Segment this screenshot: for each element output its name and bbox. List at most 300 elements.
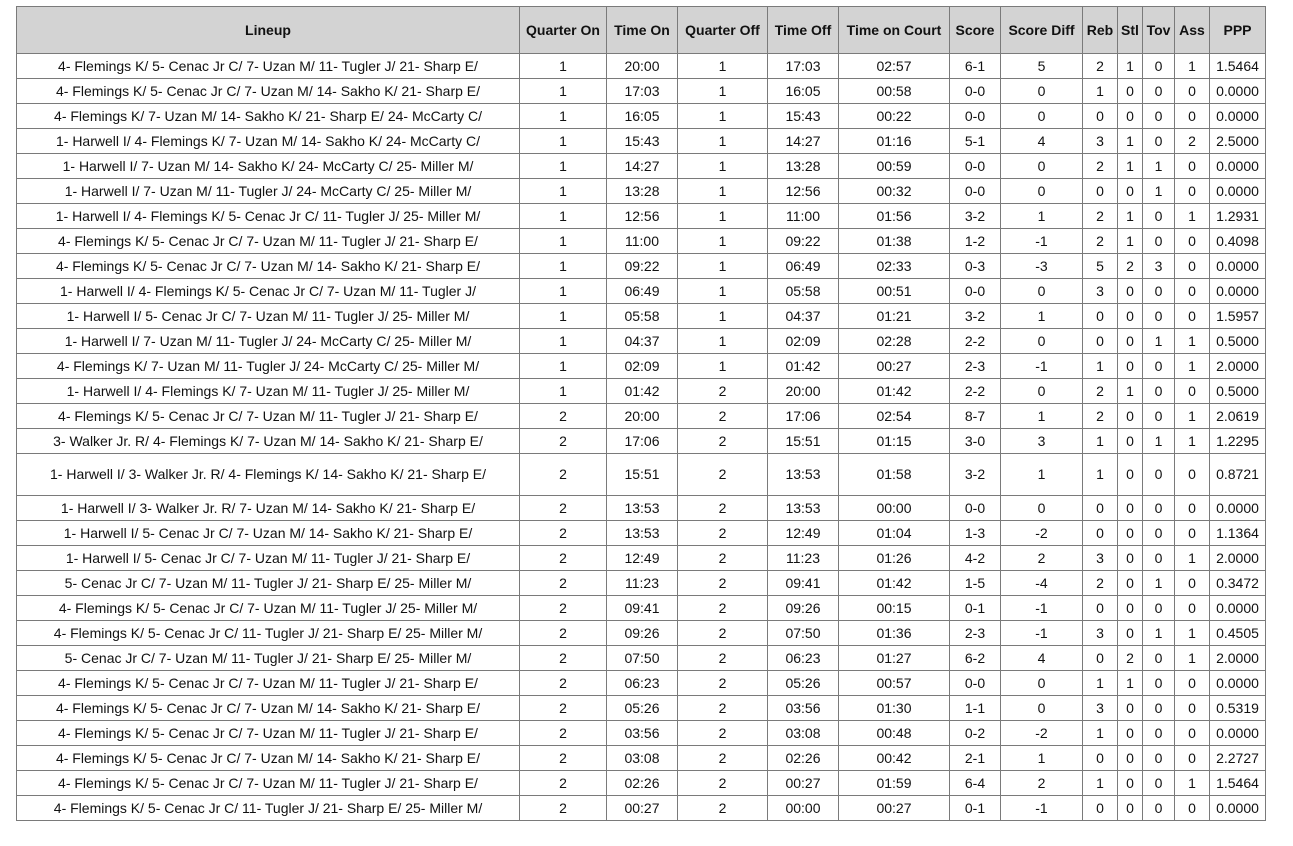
stl-cell: 1 [1118, 229, 1143, 254]
ass-cell: 0 [1175, 279, 1210, 304]
ass-cell: 1 [1175, 54, 1210, 79]
table-row [17, 571, 1266, 596]
lineup-stats-table [16, 6, 1266, 821]
quarter-off-cell: 1 [678, 329, 768, 354]
lineup-cell: 4- Flemings K/ 5- Cenac Jr C/ 7- Uzan M/ 11- Tugler J/ 21- Sharp E/ [17, 671, 520, 696]
lineup-cell: 1- Harwell I/ 4- Flemings K/ 7- Uzan M/ 14- Sakho K/ 24- McCarty C/ [17, 129, 520, 154]
quarter-on-cell: 1 [520, 154, 607, 179]
score-cell: 0-0 [950, 154, 1001, 179]
time-on-court-cell: 01:38 [839, 229, 950, 254]
time-on-cell: 06:23 [607, 671, 678, 696]
tov-cell: 0 [1143, 79, 1175, 104]
score-diff-cell: 4 [1001, 129, 1083, 154]
table-row [17, 496, 1266, 521]
reb-cell: 0 [1083, 746, 1118, 771]
table-row [17, 154, 1266, 179]
quarter-on-cell: 2 [520, 596, 607, 621]
lineup-cell: 1- Harwell I/ 4- Flemings K/ 5- Cenac Jr C/ 7- Uzan M/ 11- Tugler J/ [17, 279, 520, 304]
ass-cell: 0 [1175, 254, 1210, 279]
quarter-off-cell: 2 [678, 621, 768, 646]
stl-cell: 0 [1118, 496, 1143, 521]
time-on-court-cell: 01:16 [839, 129, 950, 154]
table-row [17, 79, 1266, 104]
quarter-on-cell: 1 [520, 279, 607, 304]
quarter-on-cell: 2 [520, 621, 607, 646]
time-on-court-cell: 00:32 [839, 179, 950, 204]
score-diff-cell: -1 [1001, 796, 1083, 821]
table-row [17, 204, 1266, 229]
lineup-cell: 1- Harwell I/ 5- Cenac Jr C/ 7- Uzan M/ 11- Tugler J/ 21- Sharp E/ [17, 546, 520, 571]
score-diff-cell: 1 [1001, 746, 1083, 771]
ppp-cell: 0.0000 [1210, 496, 1266, 521]
lineup-cell: 4- Flemings K/ 7- Uzan M/ 14- Sakho K/ 21- Sharp E/ 24- McCarty C/ [17, 104, 520, 129]
table-row [17, 54, 1266, 79]
ppp-cell: 0.0000 [1210, 596, 1266, 621]
time-on-cell: 09:26 [607, 621, 678, 646]
ass-cell: 1 [1175, 771, 1210, 796]
reb-cell: 1 [1083, 771, 1118, 796]
quarter-on-cell: 1 [520, 229, 607, 254]
score-cell: 0-3 [950, 254, 1001, 279]
tov-cell: 0 [1143, 379, 1175, 404]
time-on-cell: 02:09 [607, 354, 678, 379]
time-on-court-cell: 01:21 [839, 304, 950, 329]
ass-cell: 1 [1175, 204, 1210, 229]
reb-cell: 3 [1083, 279, 1118, 304]
ass-cell: 0 [1175, 571, 1210, 596]
stl-cell: 1 [1118, 671, 1143, 696]
header-quarter-off: Quarter Off [678, 7, 768, 54]
ass-cell: 0 [1175, 304, 1210, 329]
score-cell: 6-2 [950, 646, 1001, 671]
time-on-court-cell: 00:59 [839, 154, 950, 179]
reb-cell: 3 [1083, 696, 1118, 721]
quarter-off-cell: 2 [678, 379, 768, 404]
time-off-cell: 00:27 [768, 771, 839, 796]
lineup-cell: 1- Harwell I/ 7- Uzan M/ 11- Tugler J/ 24- McCarty C/ 25- Miller M/ [17, 179, 520, 204]
reb-cell: 0 [1083, 179, 1118, 204]
score-cell: 2-2 [950, 329, 1001, 354]
score-cell: 0-1 [950, 796, 1001, 821]
time-off-cell: 12:56 [768, 179, 839, 204]
time-on-court-cell: 00:58 [839, 79, 950, 104]
lineup-cell: 4- Flemings K/ 5- Cenac Jr C/ 7- Uzan M/ 11- Tugler J/ 21- Sharp E/ [17, 404, 520, 429]
lineup-cell: 1- Harwell I/ 3- Walker Jr. R/ 7- Uzan M/ 14- Sakho K/ 21- Sharp E/ [17, 496, 520, 521]
score-diff-cell: -1 [1001, 621, 1083, 646]
lineup-cell: 4- Flemings K/ 5- Cenac Jr C/ 7- Uzan M/ 11- Tugler J/ 21- Sharp E/ [17, 721, 520, 746]
quarter-on-cell: 2 [520, 546, 607, 571]
stl-cell: 0 [1118, 404, 1143, 429]
score-cell: 0-0 [950, 671, 1001, 696]
table-row [17, 379, 1266, 404]
ppp-cell: 0.0000 [1210, 104, 1266, 129]
ass-cell: 1 [1175, 404, 1210, 429]
reb-cell: 2 [1083, 204, 1118, 229]
tov-cell: 1 [1143, 621, 1175, 646]
time-on-cell: 14:27 [607, 154, 678, 179]
time-on-cell: 02:26 [607, 771, 678, 796]
reb-cell: 1 [1083, 671, 1118, 696]
quarter-off-cell: 1 [678, 79, 768, 104]
time-on-cell: 11:00 [607, 229, 678, 254]
lineup-cell: 4- Flemings K/ 5- Cenac Jr C/ 7- Uzan M/ 11- Tugler J/ 25- Miller M/ [17, 596, 520, 621]
lineup-cell: 4- Flemings K/ 5- Cenac Jr C/ 7- Uzan M/ 14- Sakho K/ 21- Sharp E/ [17, 696, 520, 721]
ppp-cell: 0.8721 [1210, 454, 1266, 496]
table-row [17, 746, 1266, 771]
lineup-cell: 1- Harwell I/ 4- Flemings K/ 7- Uzan M/ 11- Tugler J/ 25- Miller M/ [17, 379, 520, 404]
score-cell: 8-7 [950, 404, 1001, 429]
quarter-off-cell: 1 [678, 54, 768, 79]
table-row [17, 254, 1266, 279]
time-on-cell: 15:51 [607, 454, 678, 496]
ppp-cell: 0.0000 [1210, 79, 1266, 104]
lineup-cell: 4- Flemings K/ 5- Cenac Jr C/ 11- Tugler J/ 21- Sharp E/ 25- Miller M/ [17, 621, 520, 646]
reb-cell: 2 [1083, 404, 1118, 429]
time-off-cell: 12:49 [768, 521, 839, 546]
quarter-on-cell: 2 [520, 746, 607, 771]
table-row [17, 429, 1266, 454]
ppp-cell: 0.4098 [1210, 229, 1266, 254]
time-off-cell: 15:43 [768, 104, 839, 129]
score-diff-cell: 0 [1001, 671, 1083, 696]
header-stl: Stl [1118, 7, 1143, 54]
ppp-cell: 2.2727 [1210, 746, 1266, 771]
time-off-cell: 03:08 [768, 721, 839, 746]
quarter-off-cell: 2 [678, 546, 768, 571]
stl-cell: 1 [1118, 54, 1143, 79]
ppp-cell: 0.4505 [1210, 621, 1266, 646]
score-cell: 0-0 [950, 104, 1001, 129]
time-on-cell: 12:56 [607, 204, 678, 229]
score-cell: 0-1 [950, 596, 1001, 621]
score-cell: 2-3 [950, 621, 1001, 646]
stl-cell: 0 [1118, 429, 1143, 454]
score-cell: 0-0 [950, 179, 1001, 204]
lineup-cell: 4- Flemings K/ 5- Cenac Jr C/ 7- Uzan M/ 11- Tugler J/ 21- Sharp E/ [17, 54, 520, 79]
lineup-cell: 1- Harwell I/ 3- Walker Jr. R/ 4- Flemings K/ 14- Sakho K/ 21- Sharp E/ [17, 454, 520, 496]
quarter-on-cell: 1 [520, 329, 607, 354]
tov-cell: 0 [1143, 496, 1175, 521]
header-lineup: Lineup [17, 7, 520, 54]
ass-cell: 0 [1175, 179, 1210, 204]
score-cell: 1-2 [950, 229, 1001, 254]
stl-cell: 2 [1118, 646, 1143, 671]
ass-cell: 1 [1175, 546, 1210, 571]
lineup-cell: 4- Flemings K/ 5- Cenac Jr C/ 7- Uzan M/ 11- Tugler J/ 21- Sharp E/ [17, 771, 520, 796]
tov-cell: 0 [1143, 696, 1175, 721]
score-diff-cell: 0 [1001, 154, 1083, 179]
time-off-cell: 14:27 [768, 129, 839, 154]
time-on-court-cell: 02:33 [839, 254, 950, 279]
reb-cell: 2 [1083, 379, 1118, 404]
quarter-off-cell: 2 [678, 671, 768, 696]
stl-cell: 0 [1118, 571, 1143, 596]
score-cell: 4-2 [950, 546, 1001, 571]
quarter-on-cell: 1 [520, 129, 607, 154]
ass-cell: 0 [1175, 796, 1210, 821]
tov-cell: 1 [1143, 179, 1175, 204]
header-ppp: PPP [1210, 7, 1266, 54]
ass-cell: 0 [1175, 229, 1210, 254]
table-row [17, 521, 1266, 546]
score-cell: 0-0 [950, 79, 1001, 104]
ppp-cell: 0.0000 [1210, 154, 1266, 179]
quarter-on-cell: 2 [520, 696, 607, 721]
time-off-cell: 13:53 [768, 496, 839, 521]
tov-cell: 0 [1143, 104, 1175, 129]
time-on-cell: 09:41 [607, 596, 678, 621]
ppp-cell: 2.0000 [1210, 546, 1266, 571]
score-cell: 5-1 [950, 129, 1001, 154]
time-on-cell: 13:53 [607, 496, 678, 521]
ass-cell: 2 [1175, 129, 1210, 154]
time-on-court-cell: 01:36 [839, 621, 950, 646]
score-diff-cell: 0 [1001, 379, 1083, 404]
tov-cell: 0 [1143, 354, 1175, 379]
lineup-cell: 4- Flemings K/ 5- Cenac Jr C/ 7- Uzan M/ 14- Sakho K/ 21- Sharp E/ [17, 79, 520, 104]
quarter-on-cell: 2 [520, 521, 607, 546]
tov-cell: 0 [1143, 54, 1175, 79]
time-off-cell: 05:58 [768, 279, 839, 304]
lineup-cell: 4- Flemings K/ 5- Cenac Jr C/ 11- Tugler J/ 21- Sharp E/ 25- Miller M/ [17, 796, 520, 821]
stl-cell: 0 [1118, 279, 1143, 304]
score-cell: 2-2 [950, 379, 1001, 404]
tov-cell: 0 [1143, 746, 1175, 771]
reb-cell: 0 [1083, 796, 1118, 821]
quarter-on-cell: 1 [520, 104, 607, 129]
lineup-cell: 4- Flemings K/ 5- Cenac Jr C/ 7- Uzan M/ 14- Sakho K/ 21- Sharp E/ [17, 746, 520, 771]
time-on-cell: 20:00 [607, 404, 678, 429]
score-diff-cell: 0 [1001, 104, 1083, 129]
score-cell: 6-1 [950, 54, 1001, 79]
time-on-court-cell: 01:58 [839, 454, 950, 496]
table-row [17, 354, 1266, 379]
table-row [17, 646, 1266, 671]
table-row [17, 671, 1266, 696]
stl-cell: 2 [1118, 254, 1143, 279]
reb-cell: 5 [1083, 254, 1118, 279]
reb-cell: 1 [1083, 454, 1118, 496]
score-diff-cell: 0 [1001, 329, 1083, 354]
stl-cell: 0 [1118, 329, 1143, 354]
stl-cell: 0 [1118, 696, 1143, 721]
tov-cell: 1 [1143, 329, 1175, 354]
time-on-court-cell: 00:00 [839, 496, 950, 521]
tov-cell: 0 [1143, 796, 1175, 821]
quarter-off-cell: 1 [678, 179, 768, 204]
time-on-court-cell: 01:42 [839, 571, 950, 596]
ass-cell: 0 [1175, 104, 1210, 129]
ass-cell: 0 [1175, 454, 1210, 496]
score-cell: 3-2 [950, 204, 1001, 229]
time-on-cell: 13:28 [607, 179, 678, 204]
quarter-off-cell: 1 [678, 129, 768, 154]
time-on-court-cell: 00:27 [839, 796, 950, 821]
time-off-cell: 20:00 [768, 379, 839, 404]
quarter-on-cell: 2 [520, 796, 607, 821]
score-cell: 0-0 [950, 496, 1001, 521]
quarter-on-cell: 1 [520, 204, 607, 229]
score-diff-cell: 4 [1001, 646, 1083, 671]
table-row [17, 771, 1266, 796]
score-diff-cell: -4 [1001, 571, 1083, 596]
header-row [17, 7, 1266, 54]
score-cell: 2-3 [950, 354, 1001, 379]
quarter-off-cell: 2 [678, 721, 768, 746]
header-score-diff: Score Diff [1001, 7, 1083, 54]
time-on-court-cell: 01:15 [839, 429, 950, 454]
score-cell: 3-2 [950, 304, 1001, 329]
score-cell: 1-1 [950, 696, 1001, 721]
score-diff-cell: 3 [1001, 429, 1083, 454]
time-off-cell: 00:00 [768, 796, 839, 821]
time-on-court-cell: 00:15 [839, 596, 950, 621]
ppp-cell: 0.0000 [1210, 796, 1266, 821]
ass-cell: 1 [1175, 646, 1210, 671]
time-on-cell: 03:08 [607, 746, 678, 771]
time-on-court-cell: 01:04 [839, 521, 950, 546]
quarter-off-cell: 2 [678, 771, 768, 796]
time-on-court-cell: 00:42 [839, 746, 950, 771]
stl-cell: 0 [1118, 304, 1143, 329]
score-diff-cell: 0 [1001, 79, 1083, 104]
table-row [17, 129, 1266, 154]
table-row [17, 696, 1266, 721]
time-on-court-cell: 00:51 [839, 279, 950, 304]
score-cell: 0-0 [950, 279, 1001, 304]
reb-cell: 0 [1083, 329, 1118, 354]
time-on-cell: 05:26 [607, 696, 678, 721]
time-off-cell: 11:23 [768, 546, 839, 571]
ass-cell: 0 [1175, 671, 1210, 696]
score-diff-cell: -2 [1001, 521, 1083, 546]
score-diff-cell: 0 [1001, 696, 1083, 721]
ppp-cell: 0.0000 [1210, 279, 1266, 304]
tov-cell: 1 [1143, 429, 1175, 454]
time-off-cell: 09:26 [768, 596, 839, 621]
lineup-cell: 5- Cenac Jr C/ 7- Uzan M/ 11- Tugler J/ 21- Sharp E/ 25- Miller M/ [17, 571, 520, 596]
ass-cell: 1 [1175, 429, 1210, 454]
score-diff-cell: -3 [1001, 254, 1083, 279]
time-off-cell: 11:00 [768, 204, 839, 229]
ppp-cell: 1.2931 [1210, 204, 1266, 229]
time-on-cell: 00:27 [607, 796, 678, 821]
quarter-off-cell: 2 [678, 796, 768, 821]
header-time-on: Time On [607, 7, 678, 54]
quarter-on-cell: 2 [520, 429, 607, 454]
ppp-cell: 1.2295 [1210, 429, 1266, 454]
score-cell: 2-1 [950, 746, 1001, 771]
stl-cell: 0 [1118, 796, 1143, 821]
reb-cell: 0 [1083, 646, 1118, 671]
quarter-off-cell: 1 [678, 204, 768, 229]
quarter-off-cell: 1 [678, 354, 768, 379]
quarter-on-cell: 1 [520, 254, 607, 279]
quarter-on-cell: 2 [520, 404, 607, 429]
score-diff-cell: 2 [1001, 546, 1083, 571]
stl-cell: 0 [1118, 546, 1143, 571]
reb-cell: 1 [1083, 721, 1118, 746]
header-ass: Ass [1175, 7, 1210, 54]
time-on-cell: 17:06 [607, 429, 678, 454]
score-diff-cell: -1 [1001, 229, 1083, 254]
tov-cell: 0 [1143, 721, 1175, 746]
table-row [17, 721, 1266, 746]
time-on-cell: 12:49 [607, 546, 678, 571]
time-on-court-cell: 01:42 [839, 379, 950, 404]
tov-cell: 0 [1143, 671, 1175, 696]
quarter-off-cell: 2 [678, 454, 768, 496]
lineup-cell: 1- Harwell I/ 7- Uzan M/ 14- Sakho K/ 24- McCarty C/ 25- Miller M/ [17, 154, 520, 179]
stl-cell: 1 [1118, 379, 1143, 404]
time-off-cell: 05:26 [768, 671, 839, 696]
time-off-cell: 06:49 [768, 254, 839, 279]
ass-cell: 0 [1175, 696, 1210, 721]
time-on-cell: 09:22 [607, 254, 678, 279]
ppp-cell: 0.0000 [1210, 254, 1266, 279]
ass-cell: 1 [1175, 621, 1210, 646]
score-diff-cell: 0 [1001, 279, 1083, 304]
table-row [17, 796, 1266, 821]
reb-cell: 0 [1083, 596, 1118, 621]
ppp-cell: 2.0619 [1210, 404, 1266, 429]
ppp-cell: 1.5464 [1210, 54, 1266, 79]
ass-cell: 0 [1175, 721, 1210, 746]
quarter-on-cell: 1 [520, 304, 607, 329]
tov-cell: 0 [1143, 204, 1175, 229]
reb-cell: 0 [1083, 496, 1118, 521]
lineup-cell: 5- Cenac Jr C/ 7- Uzan M/ 11- Tugler J/ 21- Sharp E/ 25- Miller M/ [17, 646, 520, 671]
ppp-cell: 0.0000 [1210, 179, 1266, 204]
ass-cell: 1 [1175, 354, 1210, 379]
time-off-cell: 03:56 [768, 696, 839, 721]
score-cell: 3-0 [950, 429, 1001, 454]
quarter-on-cell: 1 [520, 79, 607, 104]
stl-cell: 0 [1118, 521, 1143, 546]
reb-cell: 0 [1083, 521, 1118, 546]
ppp-cell: 2.0000 [1210, 354, 1266, 379]
ppp-cell: 1.1364 [1210, 521, 1266, 546]
time-on-court-cell: 01:30 [839, 696, 950, 721]
header-score: Score [950, 7, 1001, 54]
quarter-on-cell: 2 [520, 771, 607, 796]
ass-cell: 0 [1175, 379, 1210, 404]
tov-cell: 0 [1143, 521, 1175, 546]
time-off-cell: 02:26 [768, 746, 839, 771]
lineup-cell: 4- Flemings K/ 5- Cenac Jr C/ 7- Uzan M/ 14- Sakho K/ 21- Sharp E/ [17, 254, 520, 279]
tov-cell: 0 [1143, 546, 1175, 571]
tov-cell: 0 [1143, 129, 1175, 154]
score-diff-cell: 0 [1001, 496, 1083, 521]
score-diff-cell: 1 [1001, 304, 1083, 329]
stl-cell: 0 [1118, 746, 1143, 771]
tov-cell: 0 [1143, 279, 1175, 304]
score-diff-cell: 5 [1001, 54, 1083, 79]
time-on-court-cell: 01:27 [839, 646, 950, 671]
quarter-on-cell: 2 [520, 671, 607, 696]
time-on-court-cell: 00:57 [839, 671, 950, 696]
table-row [17, 329, 1266, 354]
quarter-off-cell: 2 [678, 571, 768, 596]
tov-cell: 0 [1143, 454, 1175, 496]
reb-cell: 2 [1083, 571, 1118, 596]
time-on-court-cell: 02:28 [839, 329, 950, 354]
quarter-off-cell: 2 [678, 746, 768, 771]
ass-cell: 0 [1175, 496, 1210, 521]
time-on-court-cell: 01:59 [839, 771, 950, 796]
score-cell: 6-4 [950, 771, 1001, 796]
time-off-cell: 04:37 [768, 304, 839, 329]
